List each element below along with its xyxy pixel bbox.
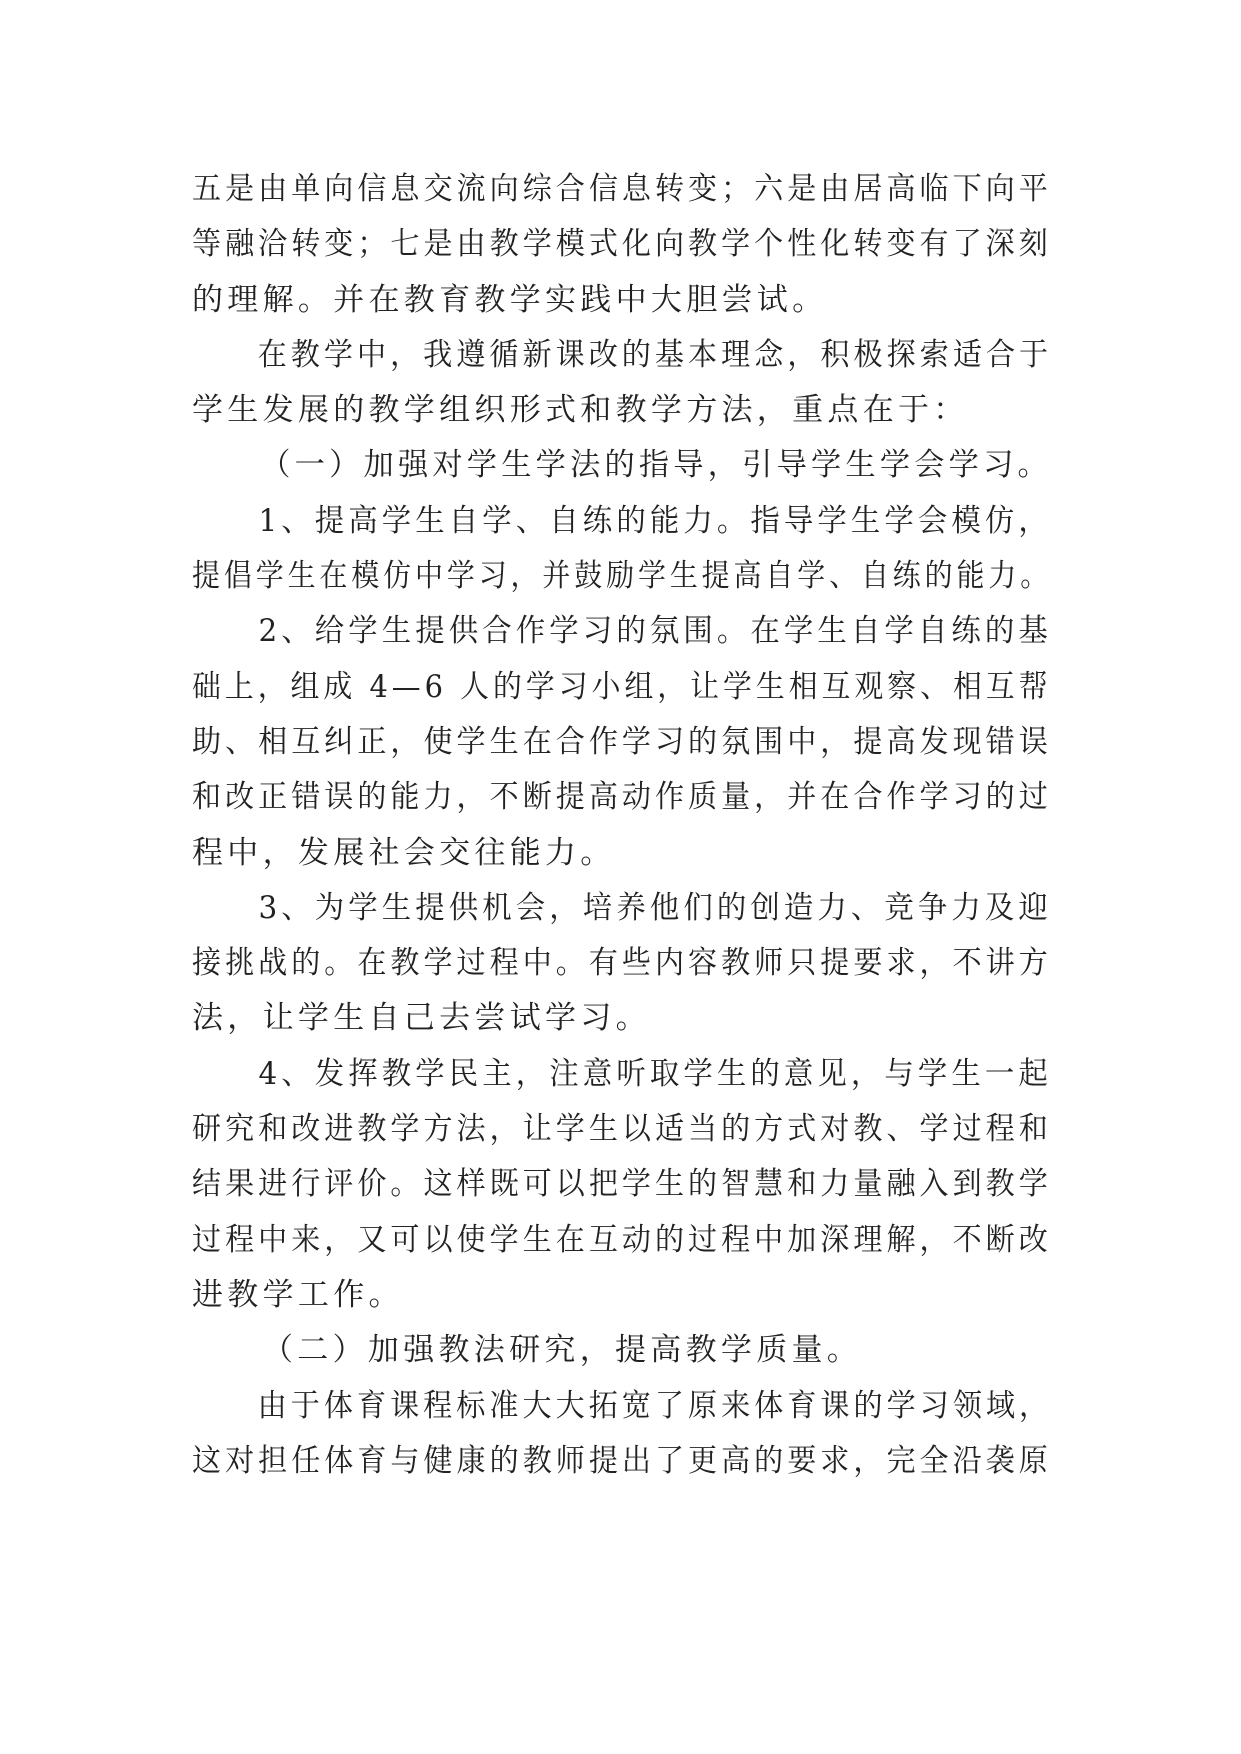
body-text	[192, 162, 1052, 1489]
text-line: 接挑战的。在教学过程中。有些内容教师只提要求，不讲方	[192, 945, 1052, 982]
text-line: 法，让学生自己去尝试学习。	[192, 1000, 651, 1037]
text-line: （二）加强教法研究，提高教学质量。	[262, 1332, 863, 1369]
text-line: 研究和改进教学方法，让学生以适当的方式对教、学过程和	[192, 1111, 1052, 1148]
text-line: 的理解。并在教育教学实践中大胆尝试。	[192, 281, 828, 318]
text-line: 在教学中，我遵循新课改的基本理念，积极探索适合于	[257, 336, 1053, 373]
text-line: 础上，组成 4—6 人的学习小组，让学生相互观察、相互帮	[192, 668, 1052, 705]
text-line: 五是由单向信息交流向综合信息转变；六是由居高临下向平	[192, 171, 1052, 207]
text-line: 这对担任体育与健康的教师提出了更高的要求，完全沿袭原	[192, 1442, 1052, 1479]
text-line: 2、给学生提供合作学习的氛围。在学生自学自练的基	[258, 613, 1052, 650]
text-line: 等融洽转变；七是由教学模式化向教学个性化转变有了深刻	[192, 226, 1052, 263]
text-line: 3、为学生提供机会，培养他们的创造力、竞争力及迎	[258, 889, 1052, 926]
text-line: 提倡学生在模仿中学习，并鼓励学生提高自学、自练的能力。	[192, 558, 1053, 595]
text-line: （一）加强对学生学法的指导，引导学生学会学习。	[260, 447, 1052, 484]
text-line: 1、提高学生自学、自练的能力。指导学生学会模仿，	[258, 502, 1052, 539]
text-line: 学生发展的教学组织形式和教学方法，重点在于：	[192, 392, 969, 429]
text-line: 过程中来，又可以使学生在互动的过程中加深理解，不断改	[192, 1221, 1052, 1258]
text-line: 结果进行评价。这样既可以把学生的智慧和力量融入到教学	[192, 1166, 1052, 1203]
text-line: 进教学工作。	[192, 1276, 404, 1313]
text-line: 助、相互纠正，使学生在合作学习的氛围中，提高发现错误	[192, 723, 1052, 760]
text-line: 4、发挥教学民主，注意听取学生的意见，与学生一起	[258, 1055, 1052, 1092]
text-line: 和改正错误的能力，不断提高动作质量，并在合作学习的过	[192, 779, 1052, 816]
text-line: 程中，发展社会交往能力。	[192, 834, 616, 871]
text-line: 由于体育课程标准大大拓宽了原来体育课的学习领域，	[257, 1387, 1053, 1424]
